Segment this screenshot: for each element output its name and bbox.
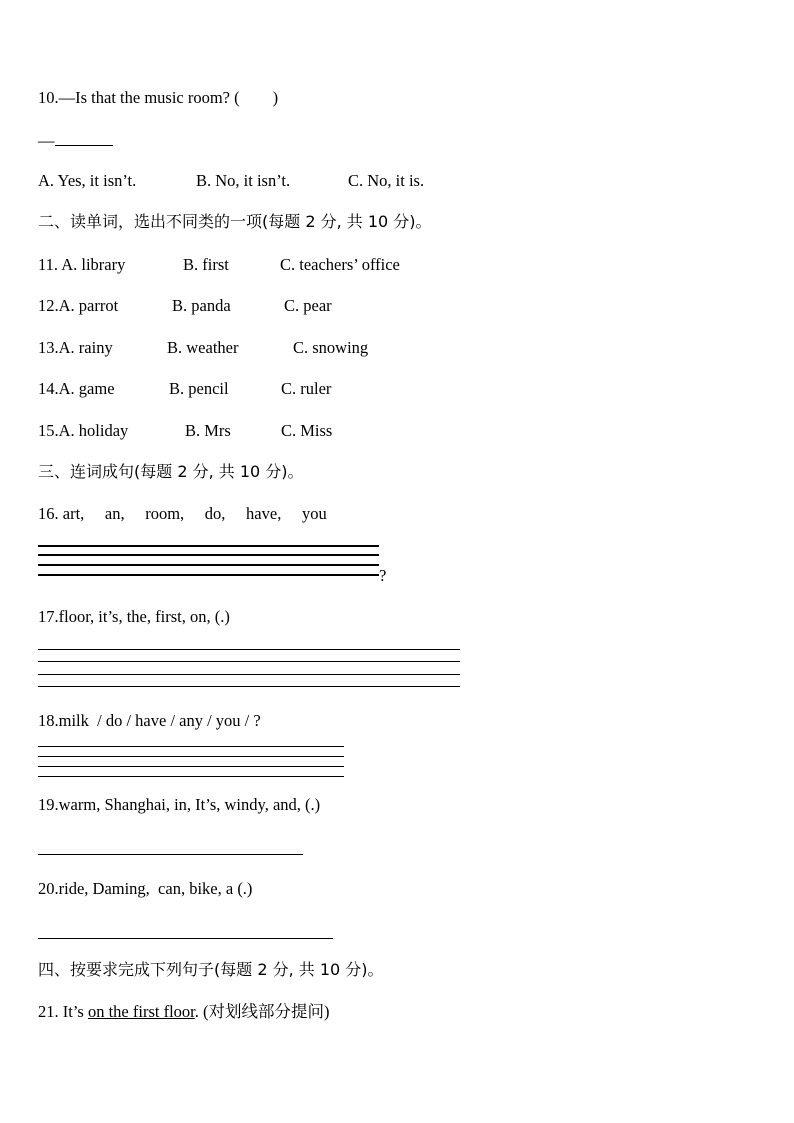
q16-answer-line-4[interactable]	[38, 574, 379, 576]
q13-option-a: 13.A. rainy	[38, 338, 113, 357]
q10-dash: —	[38, 131, 55, 150]
q17-answer-line-3[interactable]	[38, 674, 460, 675]
q18-words: 18.milk / do / have / any / you / ?	[38, 711, 261, 730]
q17-answer-line-4[interactable]	[38, 686, 460, 687]
q10-option-a: A. Yes, it isn’t.	[38, 171, 137, 190]
q17-answer-line-2[interactable]	[38, 661, 460, 662]
q10-option-c: C. No, it is.	[348, 171, 425, 190]
q20-words: 20.ride, Daming, can, bike, a (.)	[38, 879, 253, 898]
q19-answer-line[interactable]	[38, 854, 303, 855]
q10-answer-line	[38, 131, 113, 151]
q14-option-b: B. pencil	[169, 379, 229, 398]
q16-answer-line-3[interactable]	[38, 564, 379, 566]
q21-suffix: . (对划线部分提问)	[194, 1002, 330, 1021]
q16-answer-line-1[interactable]	[38, 545, 379, 547]
q14-option-c: C. ruler	[281, 379, 332, 398]
q21-prefix: 21. It’s	[38, 1002, 88, 1021]
q14-option-a: 14.A. game	[38, 379, 115, 398]
q18-answer-line-1[interactable]	[38, 746, 344, 747]
section4-title: 四、按要求完成下列句子(每题 2 分, 共 10 分)。	[38, 960, 384, 979]
q20-answer-line[interactable]	[38, 938, 333, 939]
q13-option-b: B. weather	[167, 338, 239, 357]
q18-answer-line-4[interactable]	[38, 776, 344, 777]
q15-option-a: 15.A. holiday	[38, 421, 129, 440]
q16-words: 16. art, an, room, do, have, you	[38, 504, 327, 523]
section2-title: 二、读单词，选出不同类的一项(每题 2 分, 共 10 分)。	[38, 212, 432, 231]
q19-words: 19.warm, Shanghai, in, It’s, windy, and, (.)	[38, 795, 321, 814]
q16-question-mark: ?	[379, 566, 387, 585]
q13-option-c: C. snowing	[293, 338, 369, 357]
q15-option-b: B. Mrs	[185, 421, 231, 440]
q11-option-a: 11. A. library	[38, 255, 126, 274]
q11-option-b: B. first	[183, 255, 229, 274]
q10-question: 10.—Is that the music room? ( )	[38, 88, 279, 107]
q18-answer-line-3[interactable]	[38, 766, 344, 767]
q21-underlined-phrase: on the first floor	[87, 1002, 195, 1021]
q18-answer-line-2[interactable]	[38, 756, 344, 757]
q21-question	[38, 1002, 330, 1022]
q17-words: 17.floor, it’s, the, first, on, (.)	[38, 607, 230, 626]
q15-option-c: C. Miss	[281, 421, 333, 440]
section3-title: 三、连词成句(每题 2 分, 共 10 分)。	[38, 462, 304, 481]
q12-option-a: 12.A. parrot	[38, 296, 119, 315]
q11-option-c: C. teachers’ office	[280, 255, 400, 274]
q12-option-b: B. panda	[172, 296, 231, 315]
q10-answer-blank[interactable]	[55, 131, 113, 146]
q17-answer-line-1[interactable]	[38, 649, 460, 650]
q12-option-c: C. pear	[284, 296, 332, 315]
q10-option-b: B. No, it isn’t.	[196, 171, 291, 190]
q16-answer-line-2[interactable]	[38, 554, 379, 556]
